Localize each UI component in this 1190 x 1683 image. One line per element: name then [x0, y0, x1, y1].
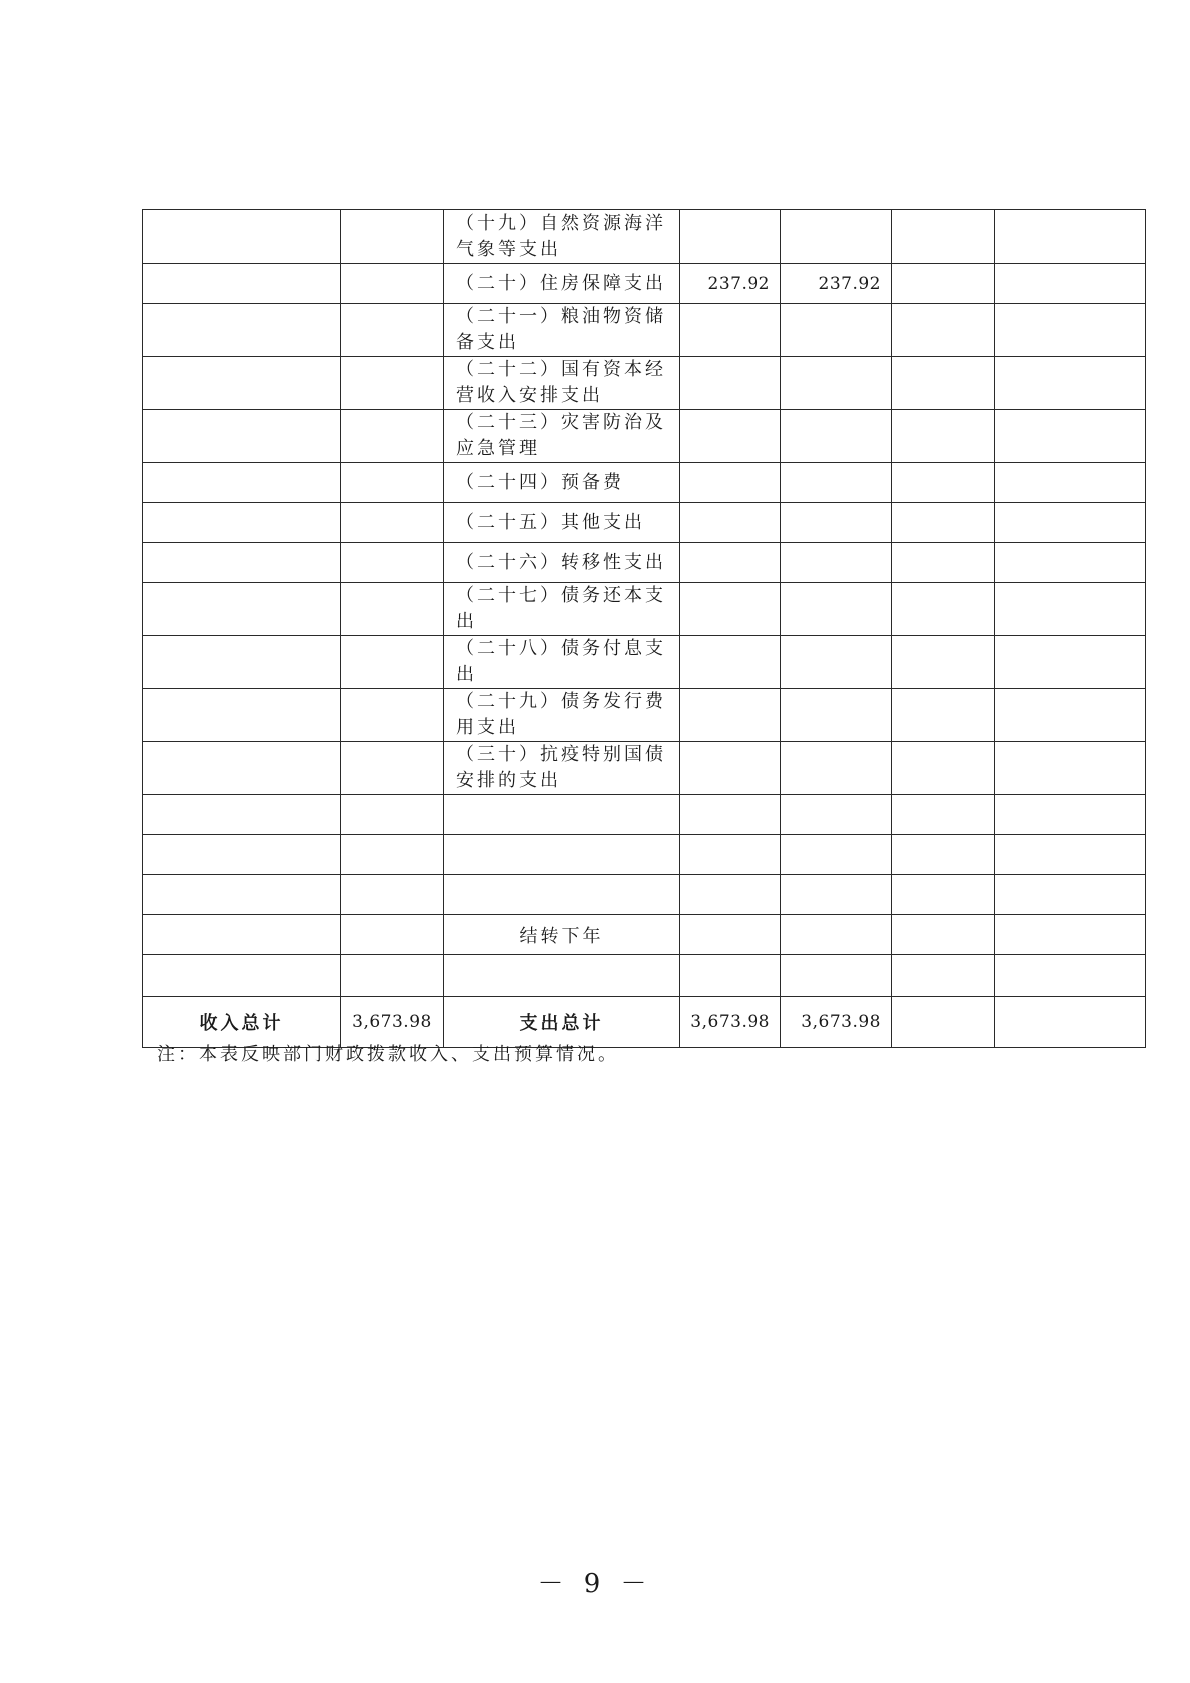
expense-general-cell [781, 543, 892, 583]
expense-total-cell [680, 543, 781, 583]
carry-forward-row [143, 915, 1146, 955]
table-row [143, 304, 1146, 357]
empty-cell [143, 915, 341, 955]
income-amount-cell [341, 503, 444, 543]
expense-general-cell [781, 410, 892, 463]
empty-cell [341, 955, 444, 997]
expense-item-cell: （二十五）其他支出 [444, 503, 680, 543]
expense-other-cell [995, 503, 1146, 543]
empty-cell [143, 955, 341, 997]
table-row [143, 742, 1146, 795]
income-total-value: 3,673.98 [341, 997, 444, 1048]
empty-cell [143, 875, 341, 915]
expense-item-cell: （二十一）粮油物资储备支出 [444, 304, 680, 357]
expense-other-cell [995, 357, 1146, 410]
income-amount-cell [341, 264, 444, 304]
empty-cell [892, 997, 995, 1048]
empty-cell [781, 915, 892, 955]
empty-cell [341, 915, 444, 955]
income-item-cell [143, 543, 341, 583]
empty-row [143, 795, 1146, 835]
empty-row [143, 955, 1146, 997]
empty-cell [444, 835, 680, 875]
expense-general-cell [781, 636, 892, 689]
income-item-cell [143, 742, 341, 795]
table-row [143, 583, 1146, 636]
empty-cell [995, 955, 1146, 997]
table-row [143, 689, 1146, 742]
expense-other-cell [995, 636, 1146, 689]
expense-general-total-value: 3,673.98 [781, 997, 892, 1048]
expense-gov-fund-cell [892, 463, 995, 503]
expense-general-cell [781, 357, 892, 410]
income-item-cell [143, 583, 341, 636]
empty-cell [341, 795, 444, 835]
expense-general-cell [781, 463, 892, 503]
income-item-cell [143, 357, 341, 410]
empty-cell [781, 835, 892, 875]
empty-cell [680, 915, 781, 955]
empty-cell [995, 997, 1146, 1048]
expense-general-cell [781, 583, 892, 636]
expense-gov-fund-cell [892, 264, 995, 304]
expense-general-cell [781, 304, 892, 357]
expense-item-cell: （二十）住房保障支出 [444, 264, 680, 304]
expense-total-cell [680, 357, 781, 410]
income-amount-cell [341, 304, 444, 357]
carry-forward-label: 结转下年 [444, 915, 680, 955]
expense-gov-fund-cell [892, 742, 995, 795]
expense-total-cell [680, 304, 781, 357]
expense-total-cell [680, 410, 781, 463]
fiscal-appropriation-table [142, 209, 1146, 1048]
table-row [143, 410, 1146, 463]
income-amount-cell [341, 689, 444, 742]
empty-cell [680, 955, 781, 997]
expense-general-cell: 237.92 [781, 264, 892, 304]
table-row [143, 503, 1146, 543]
empty-cell [781, 795, 892, 835]
expense-total-cell [680, 583, 781, 636]
expense-total-cell: 237.92 [680, 264, 781, 304]
table-row [143, 264, 1146, 304]
empty-cell [444, 875, 680, 915]
income-amount-cell [341, 463, 444, 503]
expense-other-cell [995, 210, 1146, 264]
expense-gov-fund-cell [892, 583, 995, 636]
empty-cell [143, 835, 341, 875]
income-item-cell [143, 689, 341, 742]
empty-cell [995, 875, 1146, 915]
expense-general-cell [781, 210, 892, 264]
expense-other-cell [995, 742, 1146, 795]
expense-total-cell [680, 636, 781, 689]
income-item-cell [143, 410, 341, 463]
income-item-cell [143, 210, 341, 264]
table-row [143, 357, 1146, 410]
expense-item-cell: （二十六）转移性支出 [444, 543, 680, 583]
expense-gov-fund-cell [892, 689, 995, 742]
table-row [143, 463, 1146, 503]
income-amount-cell [341, 742, 444, 795]
table-row [143, 543, 1146, 583]
expense-item-cell: （二十二）国有资本经营收入安排支出 [444, 357, 680, 410]
expense-other-cell [995, 264, 1146, 304]
expense-general-cell [781, 689, 892, 742]
income-total-label: 收入总计 [143, 997, 341, 1048]
income-amount-cell [341, 357, 444, 410]
empty-cell [444, 955, 680, 997]
expense-total-cell [680, 463, 781, 503]
expense-item-cell: （二十四）预备费 [444, 463, 680, 503]
expense-total-value: 3,673.98 [680, 997, 781, 1048]
empty-cell [341, 835, 444, 875]
expense-other-cell [995, 689, 1146, 742]
expense-other-cell [995, 304, 1146, 357]
empty-cell [680, 835, 781, 875]
empty-cell [892, 875, 995, 915]
empty-cell [444, 795, 680, 835]
expense-gov-fund-cell [892, 410, 995, 463]
empty-cell [892, 955, 995, 997]
expense-other-cell [995, 543, 1146, 583]
expense-gov-fund-cell [892, 543, 995, 583]
empty-cell [781, 955, 892, 997]
income-amount-cell [341, 543, 444, 583]
expense-item-cell: （二十七）债务还本支出 [444, 583, 680, 636]
expense-total-cell [680, 503, 781, 543]
empty-cell [143, 795, 341, 835]
empty-cell [892, 835, 995, 875]
empty-cell [341, 875, 444, 915]
empty-cell [892, 915, 995, 955]
income-amount-cell [341, 410, 444, 463]
empty-row [143, 875, 1146, 915]
empty-cell [781, 875, 892, 915]
income-item-cell [143, 264, 341, 304]
expense-gov-fund-cell [892, 503, 995, 543]
empty-cell [995, 915, 1146, 955]
income-item-cell [143, 636, 341, 689]
income-amount-cell [341, 636, 444, 689]
empty-cell [995, 835, 1146, 875]
expense-item-cell: （二十八）债务付息支出 [444, 636, 680, 689]
expense-total-cell [680, 689, 781, 742]
empty-cell [680, 875, 781, 915]
empty-cell [892, 795, 995, 835]
empty-cell [680, 795, 781, 835]
table-note: 注：本表反映部门财政拨款收入、支出预算情况。 [157, 1044, 619, 1065]
expense-gov-fund-cell [892, 304, 995, 357]
expense-gov-fund-cell [892, 357, 995, 410]
expense-item-cell: （十九）自然资源海洋气象等支出 [444, 210, 680, 264]
table-row [143, 636, 1146, 689]
expense-item-cell: （三十）抗疫特别国债安排的支出 [444, 742, 680, 795]
income-item-cell [143, 463, 341, 503]
expense-gov-fund-cell [892, 210, 995, 264]
expense-other-cell [995, 583, 1146, 636]
expense-gov-fund-cell [892, 636, 995, 689]
expense-general-cell [781, 742, 892, 795]
empty-row [143, 835, 1146, 875]
expense-other-cell [995, 410, 1146, 463]
table-row [143, 210, 1146, 264]
income-amount-cell [341, 210, 444, 264]
expense-total-cell [680, 742, 781, 795]
income-item-cell [143, 304, 341, 357]
income-item-cell [143, 503, 341, 543]
page-number: － 9 － [537, 1569, 653, 1599]
expense-general-cell [781, 503, 892, 543]
expense-item-cell: （二十三）灾害防治及应急管理 [444, 410, 680, 463]
expense-total-cell [680, 210, 781, 264]
expense-total-label: 支出总计 [444, 997, 680, 1048]
empty-cell [995, 795, 1146, 835]
expense-item-cell: （二十九）债务发行费用支出 [444, 689, 680, 742]
income-amount-cell [341, 583, 444, 636]
expense-other-cell [995, 463, 1146, 503]
